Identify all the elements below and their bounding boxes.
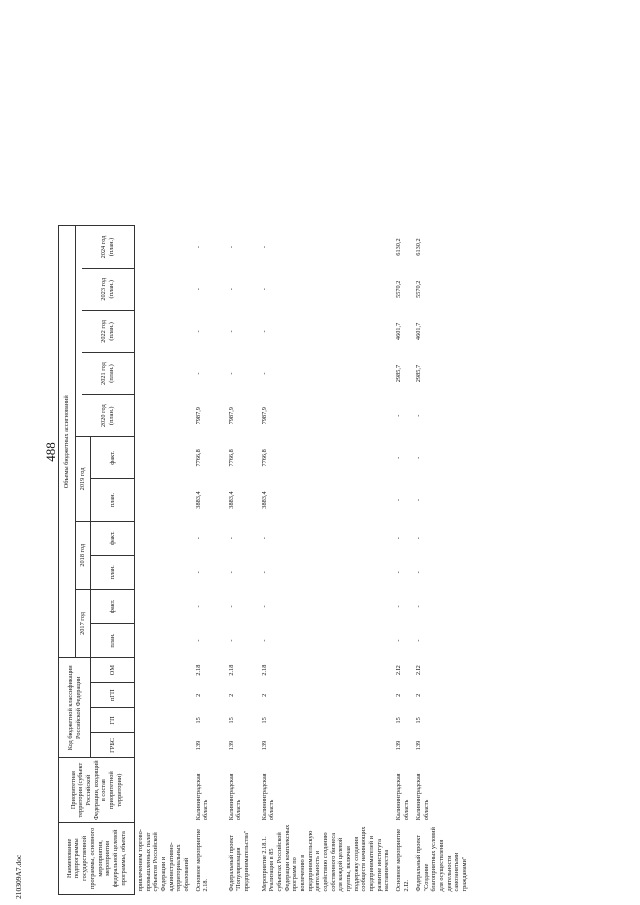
row-territory: Калининградская область bbox=[395, 773, 410, 821]
row-name: Основное мероприятие 2.18. bbox=[194, 828, 210, 892]
table-row bbox=[259, 15, 393, 895]
row-blank bbox=[413, 15, 535, 226]
row-territory: Калининградская область bbox=[227, 773, 243, 821]
header-2024: 2024 год (план.) bbox=[82, 226, 135, 268]
row-om bbox=[135, 658, 193, 683]
row-2023 bbox=[135, 268, 193, 310]
page-number: 488 bbox=[43, 442, 58, 462]
row-pgp: 2 bbox=[260, 693, 268, 697]
header-territory: Приоритетная территория (субъект Российской Федерации, входящий в состав приоритетной территории) bbox=[59, 758, 135, 822]
row-gp: 15 bbox=[260, 717, 268, 724]
row-2024: 6130,2 bbox=[395, 238, 403, 256]
row-territory: Калининградская область bbox=[260, 773, 276, 821]
table-header bbox=[59, 15, 135, 895]
row-2018-fact bbox=[135, 521, 193, 555]
header-2023: 2023 год (план.) bbox=[82, 268, 135, 310]
row-2018-plan: - bbox=[260, 571, 268, 574]
table-row bbox=[226, 15, 259, 895]
row-2017-plan: - bbox=[415, 639, 423, 642]
row-2017-fact: - bbox=[227, 605, 235, 608]
header-name: Наименование подпрограммы государственной программы, основного мероприятия, мероприятия федеральной целевой программы, объекта bbox=[59, 822, 135, 894]
table-row bbox=[193, 15, 226, 895]
row-territory: Калининградская область bbox=[194, 773, 210, 821]
row-om: 2.I2 bbox=[395, 665, 403, 676]
row-grbs: 139 bbox=[194, 740, 202, 751]
row-2020 bbox=[135, 395, 193, 437]
row-name: Федеральный проект "Создание благоприятных условий для осуществления деятельности самозанятыми гражданами" bbox=[415, 827, 469, 892]
row-2018-fact: - bbox=[194, 537, 202, 540]
row-2023: - bbox=[260, 288, 268, 291]
row-2024: - bbox=[194, 245, 202, 249]
header-2018: 2018 год bbox=[76, 521, 91, 589]
table-body bbox=[135, 15, 536, 895]
header-volumes: Объемы бюджетных ассигнований bbox=[59, 226, 76, 658]
row-2024: - bbox=[260, 245, 268, 249]
row-gp: 15 bbox=[194, 717, 202, 724]
row-2019-fact: - bbox=[395, 456, 403, 459]
row-2024 bbox=[135, 226, 193, 268]
row-2022 bbox=[135, 310, 193, 352]
table-row bbox=[393, 15, 413, 895]
row-2020: 7987,9 bbox=[194, 407, 202, 425]
row-2017-plan: - bbox=[194, 639, 202, 642]
row-2017-fact bbox=[135, 589, 193, 623]
row-2023: - bbox=[194, 288, 202, 291]
row-2021 bbox=[135, 352, 193, 394]
table-row bbox=[413, 15, 535, 895]
budget-table bbox=[58, 15, 535, 895]
row-2020: - bbox=[395, 414, 403, 417]
header-2019-plan: план. bbox=[91, 479, 135, 521]
row-2021: - bbox=[260, 372, 268, 375]
table-row bbox=[135, 15, 193, 895]
header-blank bbox=[59, 15, 135, 226]
row-2019-plan: 3883,4 bbox=[227, 491, 235, 509]
header-2017-fact: факт. bbox=[91, 589, 135, 623]
row-pgp: 2 bbox=[194, 693, 202, 697]
row-2018-plan: - bbox=[227, 571, 235, 574]
row-2018-fact: - bbox=[395, 537, 403, 540]
row-2019-plan bbox=[135, 479, 193, 521]
row-2017-fact: - bbox=[260, 605, 268, 608]
footer-docname: 210309А7.doc bbox=[14, 854, 23, 899]
header-2019: 2019 год bbox=[76, 437, 91, 521]
row-2018-fact: - bbox=[415, 537, 423, 540]
row-2018-fact: - bbox=[227, 537, 235, 540]
row-2021: - bbox=[227, 372, 235, 375]
row-om: 2.18 bbox=[260, 664, 268, 676]
row-2022: 4601,7 bbox=[395, 322, 403, 341]
row-2017-plan: - bbox=[227, 639, 235, 642]
row-2024: - bbox=[227, 245, 235, 249]
row-2017-plan: - bbox=[395, 639, 403, 642]
header-2020: 2020 год (план.) bbox=[82, 395, 135, 437]
row-2021: 2985,7 bbox=[415, 364, 423, 383]
row-2019-plan: 3883,4 bbox=[194, 491, 202, 509]
row-2023: 5570,2 bbox=[415, 280, 423, 298]
row-2022: 4601,7 bbox=[415, 322, 423, 341]
row-2019-plan: - bbox=[415, 498, 423, 502]
row-pgp: 2 bbox=[227, 693, 235, 697]
row-2018-plan bbox=[135, 555, 193, 589]
row-grbs: 139 bbox=[260, 740, 268, 751]
header-codes: Код бюджетной классификации Российской Федерации bbox=[59, 658, 91, 758]
row-blank bbox=[259, 15, 393, 226]
row-name: Мероприятие 2.18.1. Реализация в 85 субъектах Российской Федерации комплексных программ по вовлечению в предпринимательскую деятельность и содействию созданию собственного бизнеса для каждой целевой группы, включая поддержку создания сообществ начинающих предпринимателей и развитие института наставничества bbox=[260, 824, 391, 892]
row-grbs bbox=[135, 733, 193, 758]
row-2022: - bbox=[260, 330, 268, 333]
header-grbs: ГРБС bbox=[91, 733, 135, 758]
row-grbs: 139 bbox=[227, 740, 235, 751]
header-2017: 2017 год bbox=[76, 589, 91, 657]
row-om: 2.18 bbox=[227, 664, 235, 676]
row-2023: - bbox=[227, 288, 235, 291]
row-2022: - bbox=[194, 330, 202, 333]
row-gp bbox=[135, 708, 193, 733]
row-gp: 15 bbox=[415, 717, 423, 724]
row-blank bbox=[135, 15, 193, 226]
row-gp: 15 bbox=[395, 717, 403, 724]
row-2019-fact bbox=[135, 437, 193, 479]
row-2017-plan bbox=[135, 623, 193, 657]
row-territory: Калининградская область bbox=[415, 773, 430, 821]
row-2017-fact: - bbox=[194, 605, 202, 608]
row-2024: 6130,2 bbox=[415, 238, 423, 256]
row-name: Федеральный проект "Популяризация предпринимательства" bbox=[227, 830, 251, 892]
row-blank bbox=[226, 15, 259, 226]
row-om: 2.18 bbox=[194, 664, 202, 676]
row-pgp bbox=[135, 683, 193, 708]
header-2022: 2022 год (план.) bbox=[82, 310, 135, 352]
row-grbs: 139 bbox=[395, 740, 403, 751]
row-2020: 7987,9 bbox=[227, 407, 235, 425]
row-gp: 15 bbox=[227, 717, 235, 724]
row-2020: - bbox=[415, 414, 423, 417]
row-pgp: 2 bbox=[415, 693, 423, 697]
row-2018-fact: - bbox=[260, 537, 268, 540]
row-2018-plan: - bbox=[395, 571, 403, 574]
row-2017-fact: - bbox=[395, 605, 403, 608]
row-2017-plan: - bbox=[260, 639, 268, 642]
row-2019-plan: 3883,4 bbox=[260, 491, 268, 509]
row-2018-plan: - bbox=[415, 571, 423, 574]
header-2018-fact: факт. bbox=[91, 521, 135, 555]
row-2020: 7987,9 bbox=[260, 407, 268, 425]
row-2021: - bbox=[194, 372, 202, 375]
row-2022: - bbox=[227, 330, 235, 333]
row-2019-fact: 7766,8 bbox=[194, 449, 202, 467]
row-grbs: 139 bbox=[415, 740, 423, 751]
row-2021: 2985,7 bbox=[395, 364, 403, 383]
row-name: привлечением торгово-промышленных палат субъектов Российской Федерации и административно-территориальных образований bbox=[137, 829, 191, 892]
row-om: 2.I2 bbox=[415, 665, 423, 676]
row-pgp: 2 bbox=[395, 693, 403, 697]
row-2017-fact: - bbox=[415, 605, 423, 608]
row-territory bbox=[135, 758, 193, 822]
row-2019-fact: 7766,8 bbox=[260, 449, 268, 467]
row-name: Основное мероприятие 2.I2. bbox=[395, 828, 410, 892]
row-blank bbox=[193, 15, 226, 226]
row-2019-plan: - bbox=[395, 498, 403, 502]
header-2021: 2021 год (план.) bbox=[82, 352, 135, 394]
header-om: ОМ bbox=[91, 658, 135, 683]
header-gp: ГП bbox=[91, 708, 135, 733]
row-2019-fact: 7766,8 bbox=[227, 449, 235, 467]
row-2018-plan: - bbox=[194, 571, 202, 574]
header-pgp: пГП bbox=[91, 683, 135, 708]
header-2017-plan: план. bbox=[91, 623, 135, 657]
header-2019-fact: факт. bbox=[91, 437, 135, 479]
row-blank bbox=[393, 15, 413, 226]
row-2023: 5570,2 bbox=[395, 280, 403, 298]
row-2019-fact: - bbox=[415, 456, 423, 459]
header-2018-plan: план. bbox=[91, 555, 135, 589]
